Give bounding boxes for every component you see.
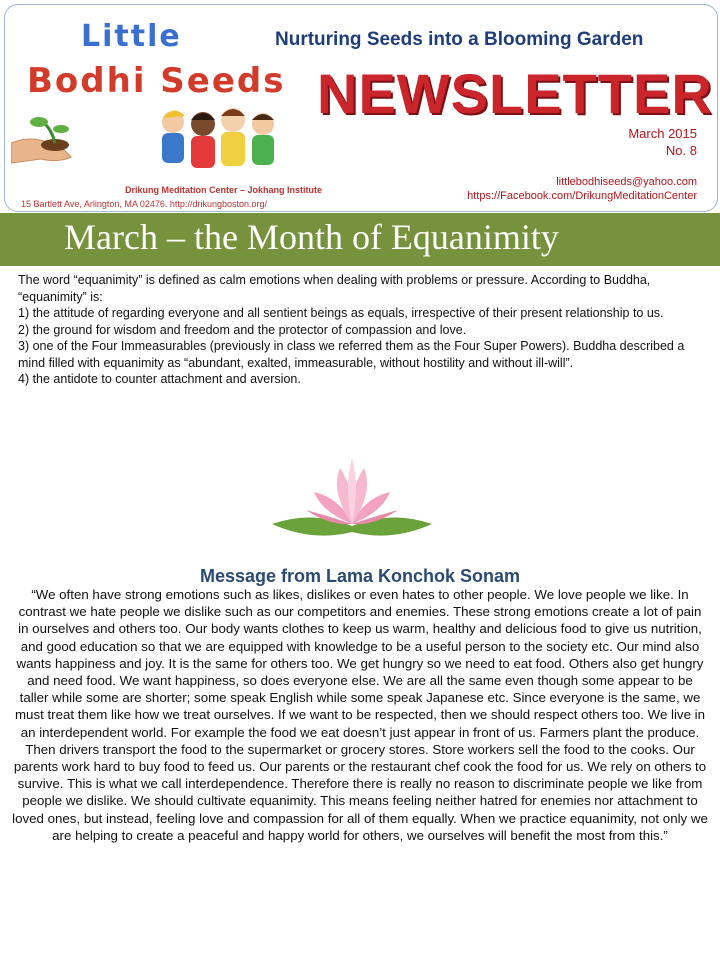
intro-section — [18, 272, 708, 388]
logo-line-1: Little — [81, 19, 182, 54]
list-item: 4) the antidote to counter attachment and aversion. — [18, 372, 301, 386]
newsletter-title: NEWSLETTER — [317, 62, 713, 125]
banner-title: March – the Month of Equanimity — [64, 217, 559, 257]
message-title: Message from Lama Konchok Sonam — [199, 566, 521, 586]
contact-info — [467, 175, 697, 203]
list-item: 2) the ground for wisdom and freedom and the protector of compassion and love. — [18, 322, 467, 337]
center-name: Drikung Meditation Center – Jokhang Institute — [125, 185, 323, 195]
lotus-flower-icon — [252, 452, 452, 544]
issue-info — [628, 125, 697, 159]
children-group-icon — [155, 100, 285, 182]
issue-number: No. 8 — [665, 143, 697, 158]
center-address: 15 Bartlett Ave, Arlington, MA 02476. http://drikungboston.org/ — [21, 199, 267, 209]
list-item: 1) the attitude of regarding everyone and all sentient beings as equals, irrespective of their present relationship to us. — [18, 306, 664, 320]
issue-date: March 2015 — [628, 126, 697, 141]
facebook-link[interactable]: https://Facebook.com/DrikungMeditationCenter — [467, 190, 697, 202]
hand-seedling-icon — [11, 113, 91, 175]
tagline: Nurturing Seeds into a Blooming Garden — [275, 29, 644, 50]
newsletter-header — [4, 4, 718, 212]
logo-line-2: Bodhi Seeds — [27, 61, 286, 101]
list-item: 3) one of the Four Immeasurables (previously in class we referred them as the Four Super Powers). Buddha described a mind filled with equanimity as “abundant, exalted, immeasurable, without hostility and without ill-will”. — [18, 339, 685, 370]
intro-paragraph: The word “equanimity” is defined as calm emotions when dealing with problems or pressure. According to Buddha, “equanimity” is: — [18, 273, 651, 304]
email-link[interactable]: littlebodhiseeds@yahoo.com — [556, 176, 697, 188]
message-body: “We often have strong emotions such as likes, dislikes or even hates to other people. We love people we like. In contrast we hate people we dislike such as our competitors and enemies. These strong emotions create a lot of pain in ourselves and others too. Our body wants clothes to keep us warm, healthy and delicious food to give us nutrition, and good education so that we are equipped with knowledge to be a useful person to the society etc. Our mind also wants happiness and joy. It is the same for others too. We get hungry so we need to eat food. Others also get hungry and need food. We want happiness, so does everyone else. We are all the same even though some appear to be taller while some are shorter; some speak English while some speak Japanese etc. Since everyone is the same, we must treat them like how we treat ourselves. If we want to be respected, then we should respect others too. We live in an interdependent world. For example the food we eat doesn’t just appear in front of us. Farmers plant the produce. Then drivers transport the food to the supermarket or grocery stores. Store workers sell the food to the cooks. Our parents work hard to buy food to feed us. Our parents or the restaurant chef cook the food for us. We rely on others to survive. This is what we call interdependence. Therefore there is really no reason to discriminate people we like from people we dislike. We should cultivate equanimity. This means feeling neither hatred for enemies nor attachment to loved ones, but instead, feeling love and compassion for all of them equally. When we practice equanimity, not only we are helping to create a peaceful and happy world for others, we ourselves will benefit the most from this.” — [12, 587, 708, 843]
